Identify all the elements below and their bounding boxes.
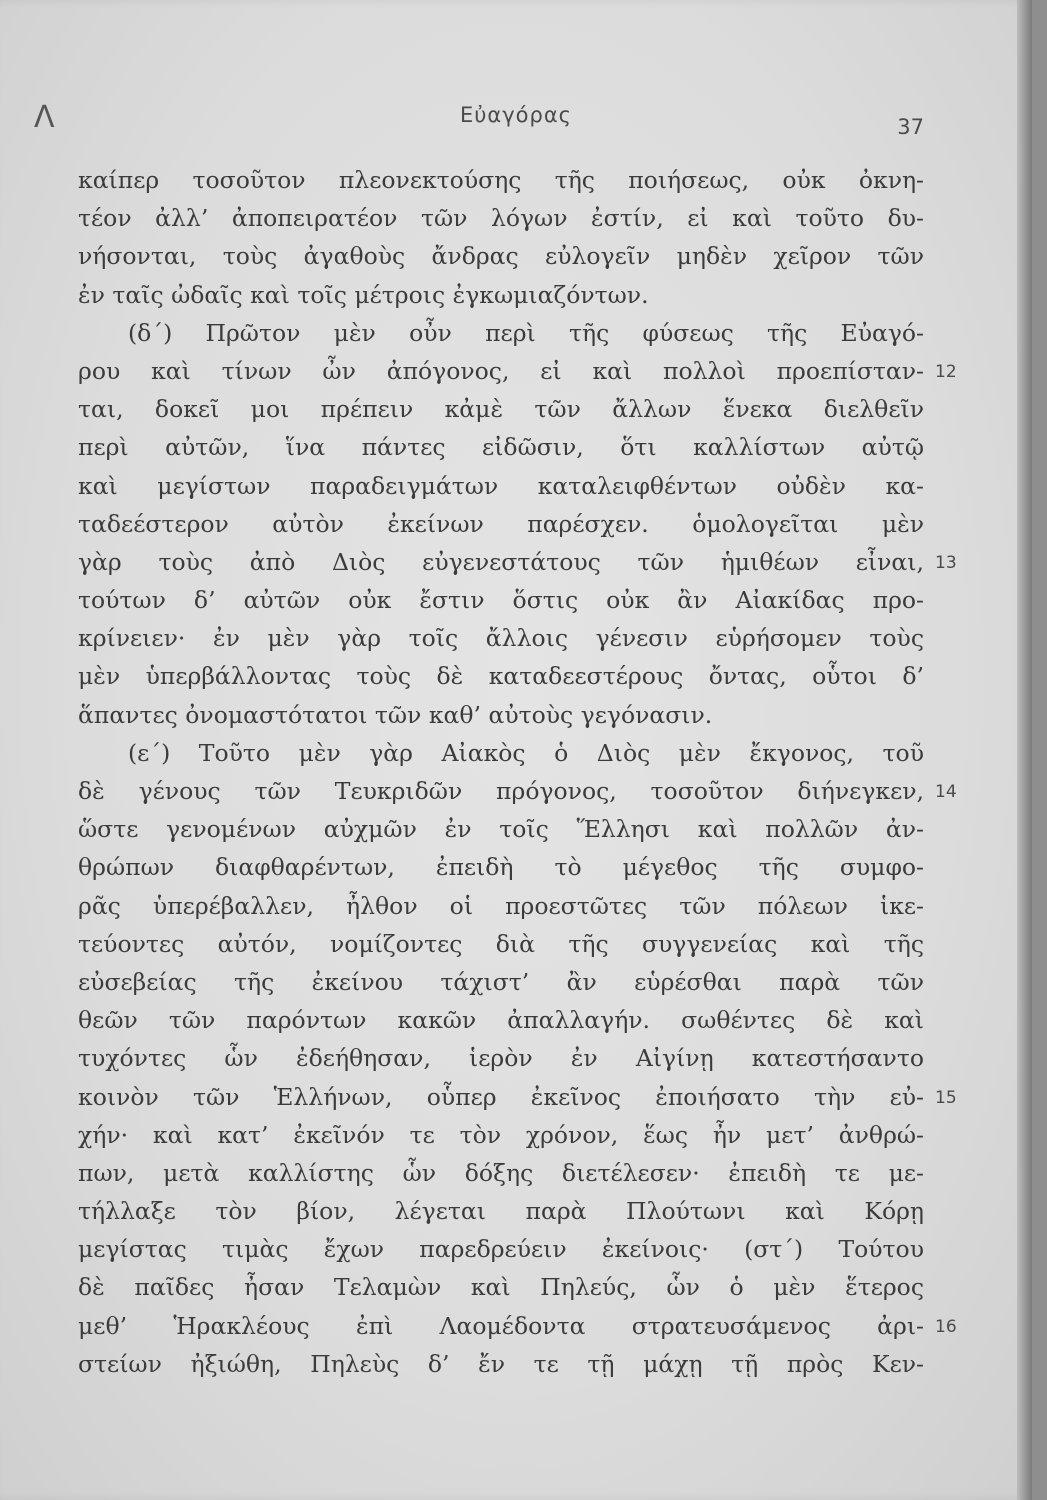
corner-mark: Λ	[34, 100, 55, 135]
text-line: δὲ γένους τῶν Τευκριδῶν πρόγονος, τοσοῦτον διήνεγκεν,	[78, 777, 924, 805]
text-line: τήλλαξε τὸν βίον, λέγεται παρὰ Πλούτωνι καὶ Κόρῃ	[78, 1197, 924, 1226]
margin-line-number: 15	[935, 1087, 957, 1108]
text-line: εὐσεβείας τῆς ἐκείνου τάχιστ’ ἂν εὑρέσθαι παρὰ τῶν	[78, 967, 924, 996]
text-line: καίπερ τοσοῦτον πλεονεκτούσης τῆς ποιήσεως, οὐκ ὀκνη-	[78, 166, 924, 194]
text-line: ται, δοκεῖ μοι πρέπειν κἀμὲ τῶν ἄλλων ἕνεκα διελθεῖν	[78, 395, 924, 424]
margin-line-number: 12	[935, 362, 957, 382]
text-line: θεῶν τῶν παρόντων κακῶν ἀπαλλαγήν. σωθέντες δὲ καὶ	[78, 1006, 924, 1035]
text-line: ὥστε γενομένων αὐχμῶν ἐν τοῖς Ἕλλησι καὶ πολλῶν ἀν-	[78, 815, 924, 844]
text-line: μεγίστας τιμὰς ἔχων παρεδρεύειν ἐκείνοις· (στ´) Τούτου	[78, 1235, 924, 1264]
page-edge	[1017, 0, 1032, 1500]
margin-line-number: 16	[935, 1317, 957, 1337]
text-line: γὰρ τοὺς ἀπὸ Διὸς εὐγενεστάτους τῶν ἡμιθέων εἶναι,	[78, 547, 924, 576]
text-line: τέον ἀλλ’ ἀποπειρατέον τῶν λόγων ἐστίν, εἰ καὶ τοῦτο δυ-	[78, 204, 924, 233]
text-line: περὶ αὐτῶν, ἵνα πάντες εἰδῶσιν, ὅτι καλλίστων αὐτῷ	[78, 433, 924, 462]
text-line: ἅπαντες ὀνομαστότατοι τῶν καθ’ αὐτοὺς γεγόνασιν.	[78, 700, 713, 729]
text-line: τυχόντες ὧν ἐδεήθησαν, ἱερὸν ἐν Αἰγίνῃ κατεστήσαντο	[78, 1044, 924, 1073]
page-number: 37	[897, 115, 924, 139]
text-line: πων, μετὰ καλλίστης ὧν δόξης διετέλεσεν· ἐπειδὴ τε με-	[78, 1158, 924, 1187]
text-line: χήν· καὶ κατ’ ἐκεῖνόν τε τὸν χρόνον, ἕως ἦν μετ’ ἀνθρώ-	[78, 1120, 924, 1149]
text-line: τεύοντες αὐτόν, νομίζοντες διὰ τῆς συγγενείας καὶ τῆς	[78, 929, 924, 958]
text-line: κρίνειεν· ἐν μὲν γὰρ τοῖς ἄλλοις γένεσιν εὑρήσομεν τοὺς	[78, 624, 924, 653]
margin-line-number: 14	[935, 782, 957, 803]
text-line: μὲν ὑπερβάλλοντας τοὺς δὲ καταδεεστέρους ὄντας, οὗτοι δ’	[78, 662, 924, 691]
text-line: καὶ μεγίστων παραδειγμάτων καταλειφθέντων οὐδὲν κα-	[78, 471, 924, 500]
body-text	[78, 161, 924, 1383]
running-title: Εὐαγόρας	[459, 103, 573, 127]
text-line: (ε´) Τοῦτο μὲν γὰρ Αἰακὸς ὁ Διὸς μὲν ἔκγονος, τοῦ	[128, 738, 924, 767]
text-line: κοινὸν τῶν Ἑλλήνων, οὗπερ ἐκεῖνος ἐποιήσατο τὴν εὐ-	[78, 1082, 924, 1111]
margin-line-number: 13	[935, 553, 957, 573]
text-line: ρᾶς ὑπερέβαλλεν, ἦλθον οἱ προεστῶτες τῶν πόλεων ἱκε-	[78, 891, 924, 920]
text-line: στείων ἠξιώθη, Πηλεὺς δ’ ἔν τε τῇ μάχῃ τῇ πρὸς Κεν-	[78, 1349, 924, 1378]
text-line: νήσονται, τοὺς ἀγαθοὺς ἄνδρας εὐλογεῖν μηδὲν χεῖρον τῶν	[78, 242, 924, 271]
text-line: θρώπων διαφθαρέντων, ἐπειδὴ τὸ μέγεθος τῆς συμφο-	[78, 853, 924, 882]
text-line: μεθ’ Ἡρακλέους ἐπὶ Λαομέδοντα στρατευσάμενος ἀρι-	[78, 1311, 924, 1340]
text-line: ρου καὶ τίνων ὦν ἀπόγονος, εἰ καὶ πολλοὶ προεπίσταν-	[78, 356, 924, 385]
text-line: τούτων δ’ αὐτῶν οὐκ ἔστιν ὅστις οὐκ ἂν Αἰακίδας προ-	[78, 586, 924, 615]
text-line: δὲ παῖδες ἦσαν Τελαμὼν καὶ Πηλεύς, ὧν ὁ μὲν ἕτερος	[78, 1273, 924, 1302]
text-line: ἐν ταῖς ὠδαῖς καὶ τοῖς μέτροις ἐγκωμιαζόντων.	[78, 280, 649, 309]
text-line: ταδεέστερον αὐτὸν ἐκείνων παρέσχεν. ὁμολογεῖται μὲν	[78, 509, 924, 538]
text-line: (δ´) Πρῶτον μὲν οὖν περὶ τῆς φύσεως τῆς Εὐαγό-	[128, 318, 924, 347]
